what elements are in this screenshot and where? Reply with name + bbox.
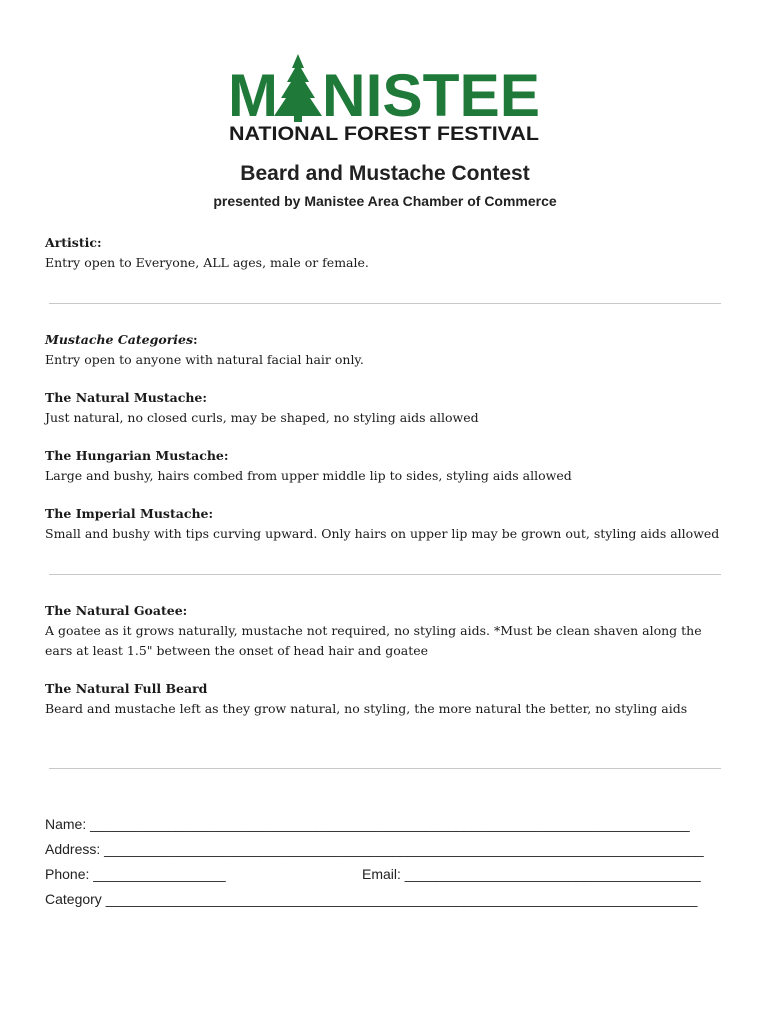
section-text: Beard and mustache left as they grow natural, no styling, the more natural the better, no styling aids	[45, 701, 688, 716]
logo-subtitle: NATIONAL FOREST FESTIVAL	[229, 124, 540, 144]
section-heading: Artistic:	[45, 235, 102, 250]
section-text: Small and bushy with tips curving upward. Only hairs on upper lip may be grown out, styling aids allowed	[45, 526, 720, 541]
section-text: Entry open to anyone with natural facial hair only.	[45, 352, 364, 367]
section-text: A goatee as it grows naturally, mustache not required, no styling aids. *Must be clean shaven along the ears at least 1.5" between the onset of head hair and goatee	[45, 623, 702, 658]
logo-graphic	[226, 52, 542, 144]
category-field[interactable]: Category ____________________________________________________________________________	[45, 891, 698, 907]
section-artistic	[45, 233, 730, 273]
page-title: Beard and Mustache Contest	[240, 162, 530, 185]
heading-colon: :	[193, 332, 198, 347]
divider	[49, 768, 721, 769]
address-field[interactable]: Address: _____________________________________________________________________________	[45, 841, 704, 857]
section-heading: The Hungarian Mustache:	[45, 448, 229, 463]
section-text: Entry open to Everyone, ALL ages, male or female.	[45, 255, 369, 270]
section-natural-full-beard	[45, 679, 730, 719]
page-subtitle: presented by Manistee Area Chamber of Commerce	[213, 193, 557, 209]
divider	[49, 303, 721, 304]
section-heading: The Natural Mustache:	[45, 390, 207, 405]
section-natural-goatee	[45, 601, 730, 661]
section-natural-mustache	[45, 388, 730, 428]
section-text: Large and bushy, hairs combed from upper middle lip to sides, styling aids allowed	[45, 468, 572, 483]
pine-tree-icon	[274, 54, 322, 122]
section-heading: The Natural Full Beard	[45, 681, 208, 696]
email-field[interactable]: Email: ______________________________________	[362, 866, 701, 882]
section-mustache-categories	[45, 330, 730, 370]
section-hungarian-mustache	[45, 446, 730, 486]
section-heading: The Imperial Mustache:	[45, 506, 214, 521]
logo-letters-nistee: NISTEE	[322, 62, 540, 129]
name-field[interactable]: Name: _____________________________________________________________________________	[45, 816, 690, 832]
section-heading: Mustache Categories	[45, 332, 194, 347]
phone-field[interactable]: Phone: _________________	[45, 866, 226, 882]
section-heading-row	[45, 330, 730, 350]
section-imperial-mustache	[45, 504, 730, 544]
section-heading: The Natural Goatee:	[45, 603, 188, 618]
logo-letter-m: M	[228, 62, 278, 129]
section-text: Just natural, no closed curls, may be shaped, no styling aids allowed	[45, 410, 479, 425]
festival-logo	[226, 52, 542, 144]
divider	[49, 574, 721, 575]
